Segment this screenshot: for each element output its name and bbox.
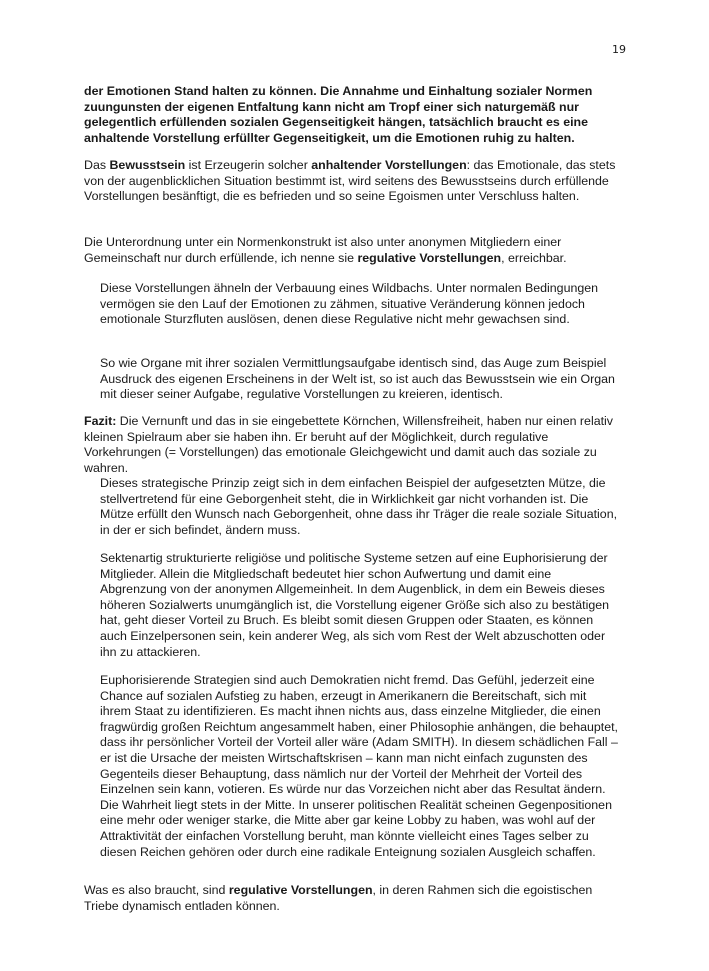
paragraph-muetze: Dieses strategische Prinzip zeigt sich in dem einfachen Beispiel der aufgesetzten Mütze, die stellvertretend für eine Geborgenheit steht, die in Wirklichkeit gar nicht vorhanden ist. Die Mütze erfüllt den Wunsch nach Geborgenheit, ohne dass ihr Träger die reale soziale Situation, in der er sich befindet, ändern muss. bbox=[100, 476, 618, 537]
paragraph-fazit: Fazit: Die Vernunft und das in sie eingebettete Körnchen, Willensfreiheit, haben nur einen relativ kleinen Spielraum aber sie haben ihn. Er beruht auf der Möglichkeit, durch regulative Vorkehrungen (= Vorstellungen) das emotionale Gleichgewicht und damit auch das soziale zu wahren. bbox=[84, 414, 613, 475]
term-anhaltender-vorstellungen: anhaltender Vorstellungen bbox=[311, 158, 467, 172]
paragraph-bewusstsein: Das Bewusstsein ist Erzeugerin solcher anhaltender Vorstellungen: das Emotionale, das stets von der augenblicklichen Situation bestimmt ist, wird seitens des Bewusstseins durch erfüllende Vorstellungen besänftigt, die es befrieden und so seine Egoismen unter Verschluss halten. bbox=[84, 158, 616, 204]
paragraph-sekten: Sektenartig strukturierte religiöse und politische Systeme setzen auf eine Euphorisierung der Mitglieder. Allein die Mitgliedschaft bedeutet hier schon Aufwertung und damit eine Abgrenzung von der anonymen Allgemeinheit. In dem Augenblick, in dem ein Beweis dieses höheren Sozialwerts unumgänglich ist, die Vorstellung eigener Größe sich also zu bestätigen hat, geht dieser Vorteil zu Bruch. Es bleibt somit diesen Gruppen oder Staaten, es können auch Einzelpersonen sein, kein anderer Weg, als sich vom Rest der Welt abzuschotten oder ihn zu attackieren. bbox=[100, 551, 609, 659]
term-bewusstsein: Bewusstsein bbox=[109, 158, 186, 172]
paragraph-demokratien: Euphorisierende Strategien sind auch Demokratien nicht fremd. Das Gefühl, jederzeit eine Chance auf sozialen Aufstieg zu haben, erzeugt in Amerikanern die Bereitschaft, sich mit ihrem Staat zu identifizieren. Es macht ihnen nichts aus, dass einzelne Mitglieder, die einen fragwürdig großen Reichtum angesammelt haben, einer Philosophie anhängen, die behauptet, dass ihr persönlicher Vorteil der Vorteil aller wäre (Adam SMITH). In diesem schädlichen Fall – er ist die Ursache der meisten Wirtschaftskrisen – kann man nicht einfach zugunsten des Gegenteils dieser Behauptung, dass nämlich nur der Vorteil der Mehrheit der Vorteil des Einzelnen sein kann, votieren. Es würde nur das Vorzeichen nicht aber das Resultat ändern. Die Wahrheit liegt stets in der Mitte. In unserer politischen Realität scheinen Gegenpositionen eine mehr oder weniger starke, die Mitte aber gar keine Lobby zu haben, was wohl auf der Attraktivität der einfachen Vorstellung beruht, man könnte vielleicht eines Tages selber zu diesen Reichen gehören oder durch eine radikale Enteignung sozialen Ausgleich schaffen. bbox=[100, 673, 618, 859]
term-regulative-vorstellungen: regulative Vorstellungen bbox=[357, 250, 502, 265]
paragraph-organe: So wie Organe mit ihrer sozialen Vermittlungsaufgabe identisch sind, das Auge zum Beispiel Ausdruck des eigenen Erscheinens in der Welt ist, so ist auch das Bewusstsein wie ein Organ mit dieser seiner Aufgabe, regulative Vorstellungen zu kreieren, identisch. bbox=[100, 356, 615, 402]
paragraph-unterordnung: Die Unterordnung unter ein Normenkonstrukt ist also unter anonymen Mitgliedern einer Gemeinschaft nur durch erfüllende, ich nenne sie regulative Vorstellungen, erreichbar. bbox=[84, 235, 567, 265]
paragraph-schluss: Was es also braucht, sind regulative Vorstellungen, in deren Rahmen sich die egoistischen Triebe dynamisch entladen können. bbox=[84, 883, 593, 913]
term-regulative-vorstellungen-final: regulative Vorstellungen bbox=[228, 883, 373, 897]
paragraph-intro: der Emotionen Stand halten zu können. Die Annahme und Einhaltung sozialer Normen zuungunsten der eigenen Entfaltung kann nicht am Tropf einer sich naturgemäß nur gelegentlich erfüllenden sozialen Gegenseitigkeit hängen, tatsächlich braucht es eine anhaltende Vorstellung erfüllter Gegenseitigkeit, um die Emotionen ruhig zu halten. bbox=[84, 84, 593, 145]
paragraph-wildbach: Diese Vorstellungen ähneln der Verbauung eines Wildbachs. Unter normalen Bedingungen vermögen sie den Lauf der Emotionen zu zähmen, situative Veränderung können jedoch emotionale Sturzfluten auslösen, denen diese Regulative nicht mehr gewachsen sind. bbox=[100, 281, 599, 327]
fazit-label: Fazit: bbox=[84, 414, 117, 428]
page-number: 19 bbox=[612, 43, 626, 56]
